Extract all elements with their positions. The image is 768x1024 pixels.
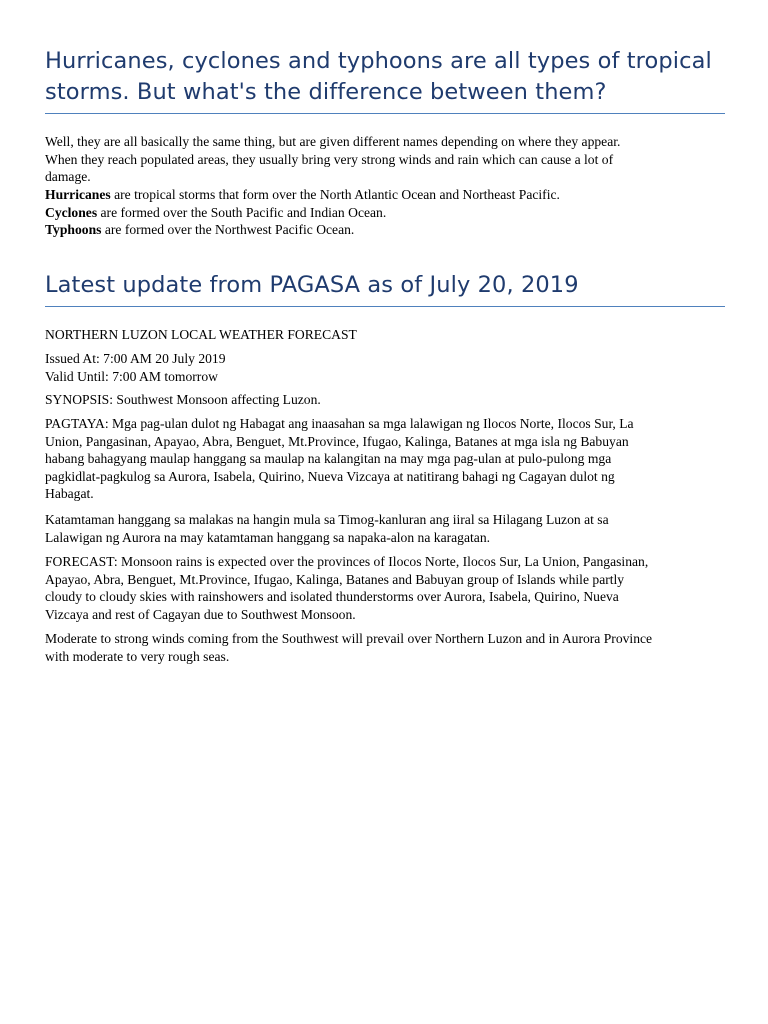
text-line: Habagat. <box>45 486 94 502</box>
heading-line: storms. But what's the difference between them? <box>45 79 607 105</box>
section-heading-storm-types <box>45 46 725 108</box>
text-line: PAGTAYA: Mga pag-ulan dulot ng Habagat ang inaasahan sa mga lalawigan ng Ilocos Norte, Ilocos Sur, La <box>45 416 634 431</box>
definition-typhoons <box>45 221 735 239</box>
valid-until: Valid Until: 7:00 AM tomorrow <box>45 368 218 384</box>
text-line: Apayao, Abra, Benguet, Mt.Province, Ifugao, Kalinga, Batanes and Babuyan group of Islands while partly <box>45 571 625 587</box>
intro-paragraph <box>45 133 735 186</box>
text-line: Moderate to strong winds coming from the Southwest will prevail over Northern Luzon and in Aurora Province <box>45 631 653 646</box>
definition-term: Typhoons <box>45 222 102 238</box>
heading-underline <box>45 113 725 114</box>
issue-validity <box>45 350 735 385</box>
definition-text: are formed over the South Pacific and Indian Ocean. <box>97 204 387 220</box>
text-line: damage. <box>45 169 91 185</box>
issued-at: Issued At: 7:00 AM 20 July 2019 <box>45 351 226 366</box>
heading-line: Latest update from PAGASA as of July 20, 2019 <box>45 272 579 298</box>
text-line: cloudy to cloudy skies with rainshowers and isolated thunderstorms over Aurora, Isabela, Quirino, Nueva <box>45 589 619 605</box>
definition-text: are tropical storms that form over the North Atlantic Ocean and Northeast Pacific. <box>110 187 560 202</box>
section-heading-pagasa-update <box>45 270 725 301</box>
definitions-list <box>45 186 735 239</box>
text-line: Katamtaman hanggang sa malakas na hangin mula sa Timog-kanluran ang iiral sa Hilagang Luzon at sa <box>45 512 609 527</box>
synopsis <box>45 391 735 409</box>
text-line: SYNOPSIS: Southwest Monsoon affecting Luzon. <box>45 392 321 407</box>
text-line: pagkidlat-pagkulog sa Aurora, Isabela, Quirino, Nueva Vizcaya at natitirang bahagi ng Cagayan dulot ng <box>45 468 615 484</box>
katamtaman-paragraph <box>45 511 735 546</box>
winds-paragraph <box>45 630 735 665</box>
definition-hurricanes <box>45 186 735 204</box>
text-line: NORTHERN LUZON LOCAL WEATHER FORECAST <box>45 327 357 342</box>
definition-term: Cyclones <box>45 204 98 220</box>
pagtaya-paragraph <box>45 415 735 503</box>
forecast-paragraph <box>45 553 735 623</box>
heading-line: Hurricanes, cyclones and typhoons are all types of tropical <box>45 48 712 74</box>
text-line: Lalawigan ng Aurora na may katamtaman hanggang sa napaka-alon na karagatan. <box>45 529 491 545</box>
text-line: Well, they are all basically the same thing, but are given different names depending on where they appear. <box>45 134 621 149</box>
forecast-title <box>45 326 735 344</box>
text-line: When they reach populated areas, they usually bring very strong winds and rain which can cause a lot of <box>45 151 614 167</box>
heading-underline <box>45 306 725 307</box>
definition-text: are formed over the Northwest Pacific Ocean. <box>101 222 355 238</box>
text-line: with moderate to very rough seas. <box>45 648 230 664</box>
text-line: habang bahagyang maulap hanggang sa maulap na kalangitan na may mga pag-ulan at pulo-pulong mga <box>45 451 612 467</box>
text-line: Vizcaya and rest of Cagayan due to Southwest Monsoon. <box>45 606 356 622</box>
definition-term: Hurricanes <box>45 187 111 202</box>
text-line: Union, Pangasinan, Apayao, Abra, Benguet, Mt.Province, Ifugao, Kalinga, Batanes at mga isla ng Babuyan <box>45 433 629 449</box>
definition-cyclones <box>45 204 735 222</box>
text-line: FORECAST: Monsoon rains is expected over the provinces of Ilocos Norte, Ilocos Sur, La Union, Pangasinan, <box>45 554 649 569</box>
